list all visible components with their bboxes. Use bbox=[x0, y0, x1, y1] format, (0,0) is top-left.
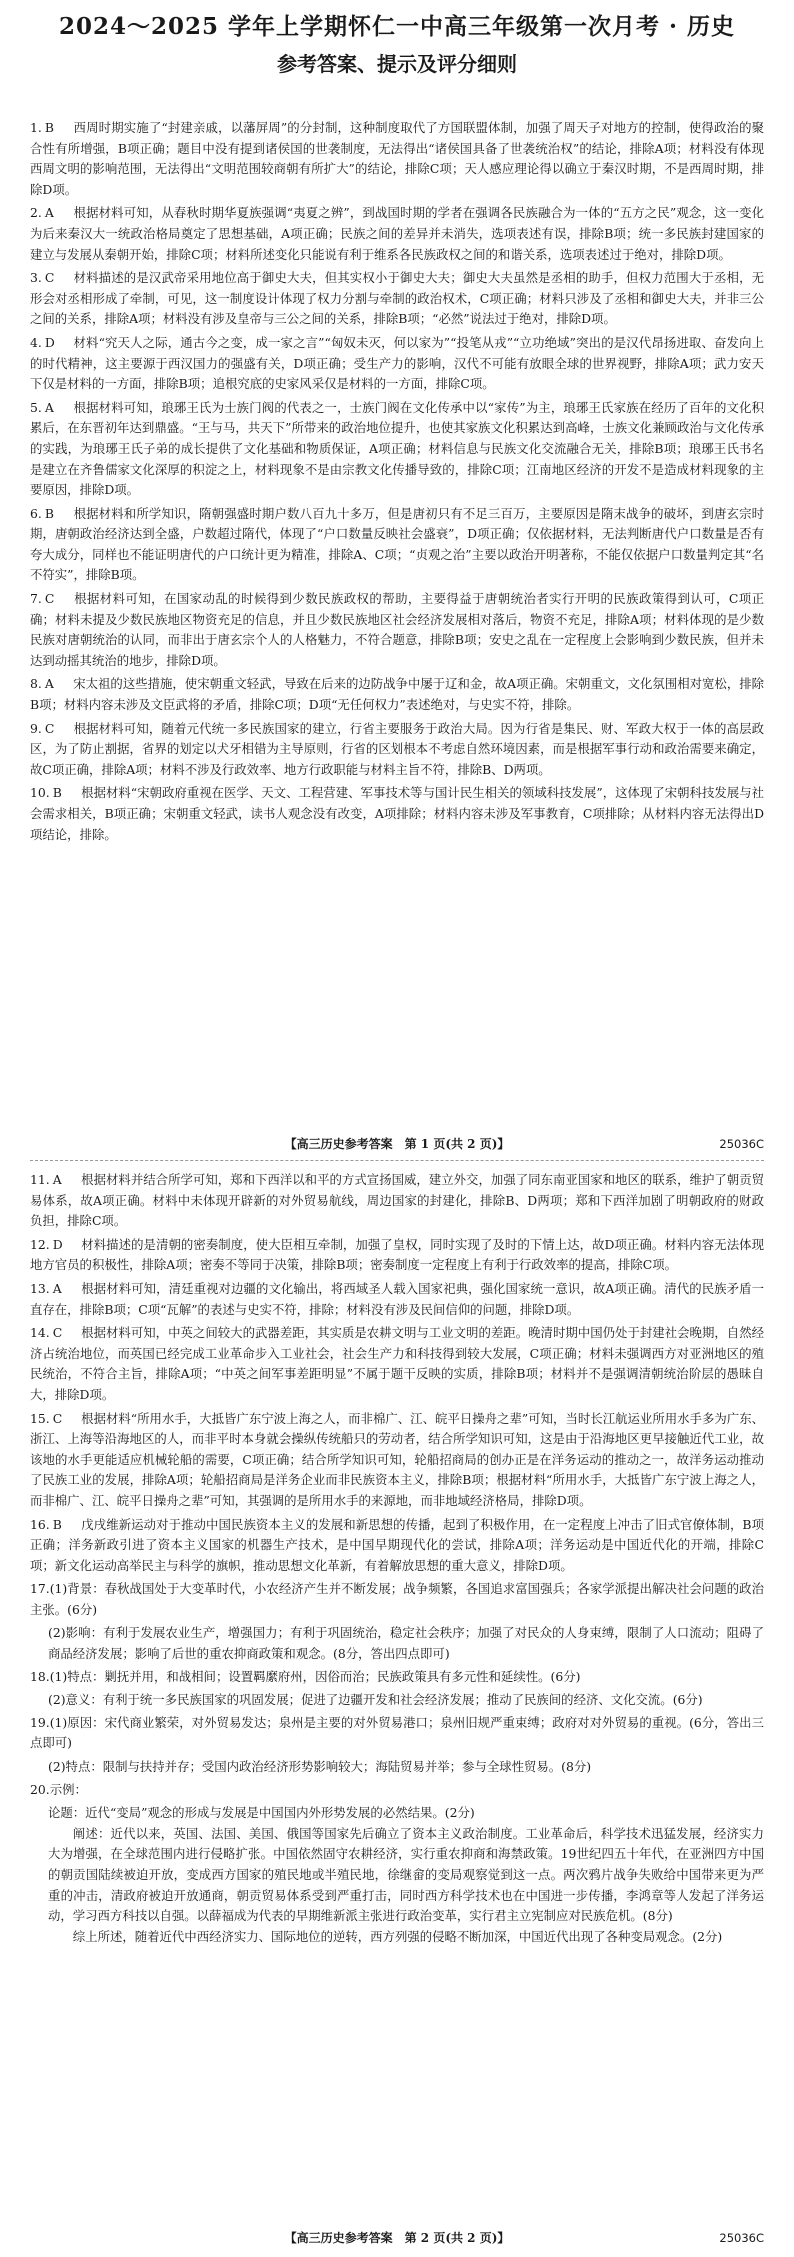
q20-conclusion: 综上所述，随着近代中西经济实力、国际地位的逆转，西方列强的侵略不断加深，中国近代出现了各种变局观念。(2分) bbox=[72, 1928, 723, 1944]
q17-line: 17.(1)背景：春秋战国处于大变革时代，小农经济产生并不断发展；战争频繁，各国追求富国强兵；各家学派提出解决社会问题的政治主张。(6分) bbox=[30, 1581, 764, 1617]
answer-explanation: 根据材料“宋朝政府重视在医学、天文、工程营建、军事技术等与国计民生相关的领域科技发展”，这体现了宋朝科技发展与社会需求相关，B项正确；宋朝重文轻武，读书人观念没有改变，A项排除；材料内容未涉及军事教育，C项排除；从材料内容无法得出D项结论，排除。 bbox=[30, 785, 765, 842]
question-number: 15. bbox=[30, 1410, 50, 1426]
answer-item bbox=[30, 398, 764, 501]
answer-explanation: 西周时期实施了“封建亲戚，以藩屏周”的分封制，这种制度取代了方国联盟体制，加强了周天子对地方的控制，使得政治的聚合性有所增强，B项正确；题目中没有提到诸侯国的世袭制度，无法得出“诸侯国具备了世袭统治权”的结论，排除A项；材料没有体现西周文明的影响范围，无法得出“文明范围较商朝有所扩大”的结论，排除C项；天人感应理论得以确立于秦汉时期，不是西周时期，排除D项。 bbox=[30, 120, 765, 197]
question-19 bbox=[30, 1713, 764, 1778]
question-number: 6. bbox=[30, 505, 42, 521]
answer-choice: B bbox=[44, 120, 54, 135]
answer-choice: D bbox=[52, 1236, 63, 1252]
answer-item bbox=[30, 1515, 764, 1577]
answers-page-1 bbox=[30, 118, 764, 848]
q20-body: 阐述：近代以来，英国、法国、美国、俄国等国家先后确立了资本主义政治制度。工业革命后，科学技术迅猛发展，经济实力大为增强，在全球范围内进行侵略扩张。中国依然固守农耕经济，实行重农抑商和海禁政策。19世纪四五十年代，在亚洲四方中国的朝贡国陆续被迫开放，变成西方国家的殖民地或半殖民地，徐继畲的变局观察觉到这一点。两次鸦片战争失败给中国带来更为严重的冲击，清政府被迫开放通商，朝贡贸易体系受到严重打击，同时西方科学技术也在中国进一步传播，李鸿章等人发起了洋务运动，学习西方科技以自强。以薛福成为代表的早期维新派主张进行政治变革，实行君主立宪制应对民族危机。(8分) bbox=[48, 1825, 764, 1924]
answer-explanation: 根据材料并结合所学可知，郑和下西洋以和平的方式宣扬国威，建立外交，加强了同东南亚国家和地区的联系，维护了朝贡贸易体系，故A项正确。材料中未体现开辟新的对外贸易航线，周边国家的封建化，排除B、D两项；郑和下西洋加剧了明朝政府的财政负担，排除C项。 bbox=[30, 1172, 765, 1229]
answer-choice: A bbox=[44, 676, 54, 692]
answer-item bbox=[30, 1409, 764, 1512]
answer-explanation: 材料“究天人之际，通古今之变，成一家之言”“匈奴未灭，何以家为”“投笔从戎”“立功绝域”突出的是汉代昂扬进取、奋发向上的时代精神，这主要源于西汉国力的强盛有关，D项正确；受生产力的影响，汉代不可能有放眼全球的世界视野，排除A项；武力安天下仅是材料的一方面，排除B项；追根究底的史家风采仅是材料的一方面，排除C项。 bbox=[30, 334, 764, 392]
answer-explanation: 根据材料可知，从春秋时期华夏族强调“夷夏之辨”，到战国时期的学者在强调各民族融合为一体的“五方之民”观念，这一变化为后来秦汉大一统政治格局奠定了思想基础，A项正确；民族之间的差异并未消失，选项表述有误，排除B项；统一多民族封建国家的建立与发展从秦朝开始，排除C项；材料所述变化只能说有利于维系各民族政权之间的和谐关系，选项表述过于绝对，排除D项。 bbox=[30, 205, 765, 262]
question-number: 3. bbox=[30, 270, 42, 286]
question-number: 7. bbox=[30, 591, 42, 607]
answer-item bbox=[30, 333, 764, 395]
answer-item bbox=[30, 118, 764, 200]
answer-explanation: 根据材料可知，清廷重视对边疆的文化输出，将西域圣人载入国家祀典，强化国家统一意识，故A项正确。清代的民族矛盾一直存在，排除B项；C项“瓦解”的表述与史实不符，排除；材料没有涉及民间信仰的问题，排除D项。 bbox=[30, 1280, 765, 1317]
answer-choice: C bbox=[44, 720, 55, 736]
q20-thesis: 论题：近代“变局”观念的形成与发展是中国国内外形势发展的必然结果。(2分) bbox=[48, 1805, 475, 1821]
q18-line: (2)意义：有利于统一多民族国家的巩固发展；促进了边疆开发和社会经济发展；推动了民族间的经济、文化交流。(6分) bbox=[48, 1692, 703, 1708]
answer-choice: C bbox=[44, 591, 55, 607]
page-1-footer bbox=[30, 1134, 764, 1154]
answer-explanation: 根据材料可知，琅琊王氏为士族门阀的代表之一，士族门阀在文化传承中以“家传”为主，琅琊王氏家族在经历了百年的文化积累后，在东晋初年达到鼎盛。“王与马，共天下”所带来的政治地位提升，也使其家族文化积累达到高峰，士族文化兼顾政治与文化传承的实践，为琅琊王氏子弟的成长提供了文化基础和物质保证，A项正确；材料信息与民族文化交流融合无关，排除B项；琅琊王氏书名是建立在齐鲁儒家文化深厚的积淀之上，材料现象不是由宗教文化传播导致的，排除C项；江南地区经济的开发不是造成材料现象的主要原因，排除D项。 bbox=[30, 399, 765, 498]
exam-code: 25036C bbox=[719, 1137, 764, 1151]
page-2-footer bbox=[30, 2228, 764, 2248]
answer-choice: B bbox=[52, 1516, 62, 1532]
q18-line: 18.(1)特点：剿抚并用，和战相间；设置羁縻府州，因俗而治；民族政策具有多元性和延续性。(6分) bbox=[30, 1668, 581, 1684]
answer-item bbox=[30, 203, 764, 265]
answer-choice: B bbox=[52, 785, 62, 801]
answer-item bbox=[30, 1235, 764, 1276]
answer-item bbox=[30, 783, 764, 845]
question-number: 9. bbox=[30, 720, 42, 736]
answer-explanation: 戊戌维新运动对于推动中国民族资本主义的发展和新思想的传播，起到了积极作用，在一定程度上冲击了旧式官僚体制，B项正确；洋务新政引进了资本主义国家的机器生产技术，是中国早期现代化的尝试，排除A项；洋务运动是中国近代化的开端，排除C项；新文化运动高举民主与科学的旗帜，推动思想文化革新，有着解放思想的重大意义，排除D项。 bbox=[30, 1516, 764, 1573]
question-number: 14. bbox=[30, 1325, 50, 1341]
answer-choice: A bbox=[44, 205, 54, 221]
answer-item bbox=[30, 268, 764, 330]
q17-line: (2)影响：有利于发展农业生产，增强国力；有利于巩固统治，稳定社会秩序；加强了对民众的人身束缚，限制了人口流动；阻碍了商品经济发展；影响了后世的重农抑商政策和观念。(8分，答出四点即可) bbox=[48, 1625, 764, 1662]
answer-item bbox=[30, 589, 764, 671]
q19-line: (2)特点：限制与扶持并存；受国内政治经济形势影响较大；海陆贸易并举；参与全球性贸易。(8分) bbox=[48, 1759, 592, 1775]
answer-explanation: 材料描述的是汉武帝采用地位高于御史大夫，但其实权小于御史大夫；御史大夫虽然是丞相的助手，但权力范围大于丞相，无形会对丞相形成了牵制，可见，这一制度设计体现了权力分割与牵制的政治权术，C项正确；材料只涉及了丞相和御史大夫，并非三公之间的关系，排除A项；材料没有涉及皇帝与三公之间的关系，排除B项；“必然”说法过于绝对，排除D项。 bbox=[30, 270, 765, 327]
answer-item bbox=[30, 1170, 764, 1232]
exam-code: 25036C bbox=[719, 2231, 764, 2245]
footer-label: 【高三历史参考答案 第 1 页(共 2 页)】 bbox=[284, 1137, 510, 1151]
answer-explanation: 根据材料和所学知识，隋朝强盛时期户数八百九十多万，但是唐初只有不足三百万，主要原因是隋末战争的破坏，到唐玄宗时期，唐朝政治经济达到全盛，户数超过隋代，体现了“户口数量反映社会盛衰”，D项正确；仅依据材料，无法判断唐代户口数量是否有夸大成分，同样也不能证明唐代的户口统计更为精准，排除A、C项；“贞观之治”主要以政治开明著称，不能仅依据户口数量判定其“名不符实”，排除B项。 bbox=[30, 505, 765, 583]
answers-page-2 bbox=[30, 1170, 764, 1947]
q19-line: 19.(1)原因：宋代商业繁荣，对外贸易发达；泉州是主要的对外贸易港口；泉州旧规严重束缚；政府对对外贸易的重视。(6分，答出三点即可) bbox=[30, 1714, 764, 1751]
answer-choice: C bbox=[52, 1325, 63, 1341]
answer-explanation: 宋太祖的这些措施，使宋朝重文轻武，导致在后来的边防战争中屡于辽和金，故A项正确。宋朝重文，文化氛围相对宽松，排除B项；材料内容未涉及文臣武将的矛盾，排除C项；D项“无任何权力”表述绝对，与史实不符，排除。 bbox=[30, 676, 764, 713]
page-divider bbox=[30, 1160, 764, 1161]
answer-item bbox=[30, 504, 764, 586]
answer-choice: A bbox=[44, 399, 54, 415]
question-number: 8. bbox=[30, 676, 42, 692]
question-number: 13. bbox=[30, 1280, 50, 1296]
question-number: 1. bbox=[30, 120, 42, 135]
answer-explanation: 根据材料“所用水手，大抵皆广东宁波上海之人，而非棉广、江、皖平日操舟之辈”可知，当时长江航运业所用水手多为广东、浙江、上海等沿海地区的人，而非平时本身就会操纵传统船只的劳动者，结合所学知识可知，这是由于沿海地区更早接触近代工业，故该地的水手更能适应机械轮船的需要，C项正确；结合所学知识可知，轮船招商局的创办正是在洋务运动的推动之一，故洋务运动推动了民族工业的发展，排除A项；轮船招商局是洋务企业而非民族资本主义，排除B项；根据材料“所用水手，大抵皆广东宁波上海之人，而非棉广、江、皖平日操舟之辈”可知，其强调的是所用水手的来源地，而非地域经济格局，排除D项。 bbox=[30, 1410, 765, 1508]
question-number: 10. bbox=[30, 785, 50, 801]
answer-item bbox=[30, 674, 764, 715]
answer-item bbox=[30, 1279, 764, 1320]
question-number: 16. bbox=[30, 1516, 50, 1532]
answer-choice: B bbox=[44, 505, 54, 521]
answer-item bbox=[30, 1323, 764, 1405]
answer-explanation: 根据材料可知，在国家动乱的时候得到少数民族政权的帮助，主要得益于唐朝统治者实行开明的民族政策得到认可，C项正确；材料未提及少数民族地区物资充足的信息，并且少数民族地区社会经济发展相对落后，物资不充足，排除A项；材料体现的是少数民族对唐朝统治的认同，而非出于唐玄宗个人的人格魅力，不符合题意，排除B项；安史之乱在一定程度上会影响到少数民族，但并未达到动摇其统治的地步，排除D项。 bbox=[30, 591, 765, 668]
answer-choice: D bbox=[44, 334, 55, 350]
answer-explanation: 根据材料可知，中英之间较大的武器差距，其实质是农耕文明与工业文明的差距。晚清时期中国仍处于封建社会晚期，自然经济占统治地位，而英国已经完成工业革命步入工业社会，社会生产力和科技得到较大发展，C项正确；材料未强调西方对亚洲地区的殖民统治，不符合主旨，排除A项；“中英之间军事差距明显”不属于题干反映的实质，排除B项；材料并不是强调清朝统治阶层的愚昧自大，排除D项。 bbox=[30, 1325, 765, 1402]
question-number: 12. bbox=[30, 1236, 50, 1252]
q20-head: 20.示例： bbox=[30, 1781, 87, 1797]
answer-choice: A bbox=[52, 1172, 62, 1187]
answer-explanation: 材料描述的是清朝的密奏制度，使大臣相互牵制，加强了皇权，同时实现了及时的下情上达，故D项正确。材料内容无法体现地方官员的积极性，排除A项；密奏不等同于决策，排除B项；密奏制度一定程度上有利于行政效率的提高，排除C项。 bbox=[30, 1236, 764, 1273]
question-number: 4. bbox=[30, 334, 42, 350]
answer-choice: A bbox=[52, 1280, 62, 1296]
question-17 bbox=[30, 1579, 764, 1664]
answer-choice: C bbox=[44, 270, 55, 286]
answer-explanation: 根据材料可知，随着元代统一多民族国家的建立，行省主要服务于政治大局。因为行省是集民、财、军政大权于一体的高层政区，为了防止割据，省界的划定以犬牙相错为主导原则，行省的区划根本不考虑自然环境因素，而是根据军事行动和政治需要来确定，故C项正确，排除A项；材料不涉及行政效率、地方行政职能与材料主旨不符，排除B、D两项。 bbox=[30, 720, 765, 777]
page-subtitle: 参考答案、提示及评分细则 bbox=[277, 52, 517, 76]
footer-label: 【高三历史参考答案 第 2 页(共 2 页)】 bbox=[284, 2231, 510, 2245]
question-20 bbox=[30, 1780, 764, 1948]
answer-choice: C bbox=[52, 1410, 63, 1426]
question-number: 11. bbox=[30, 1172, 50, 1187]
answer-item bbox=[30, 719, 764, 781]
page-title: 2024～2025 学年上学期怀仁一中高三年级第一次月考 · 历史 bbox=[58, 13, 736, 40]
question-18 bbox=[30, 1667, 764, 1711]
question-number: 2. bbox=[30, 205, 42, 221]
question-number: 5. bbox=[30, 399, 42, 415]
